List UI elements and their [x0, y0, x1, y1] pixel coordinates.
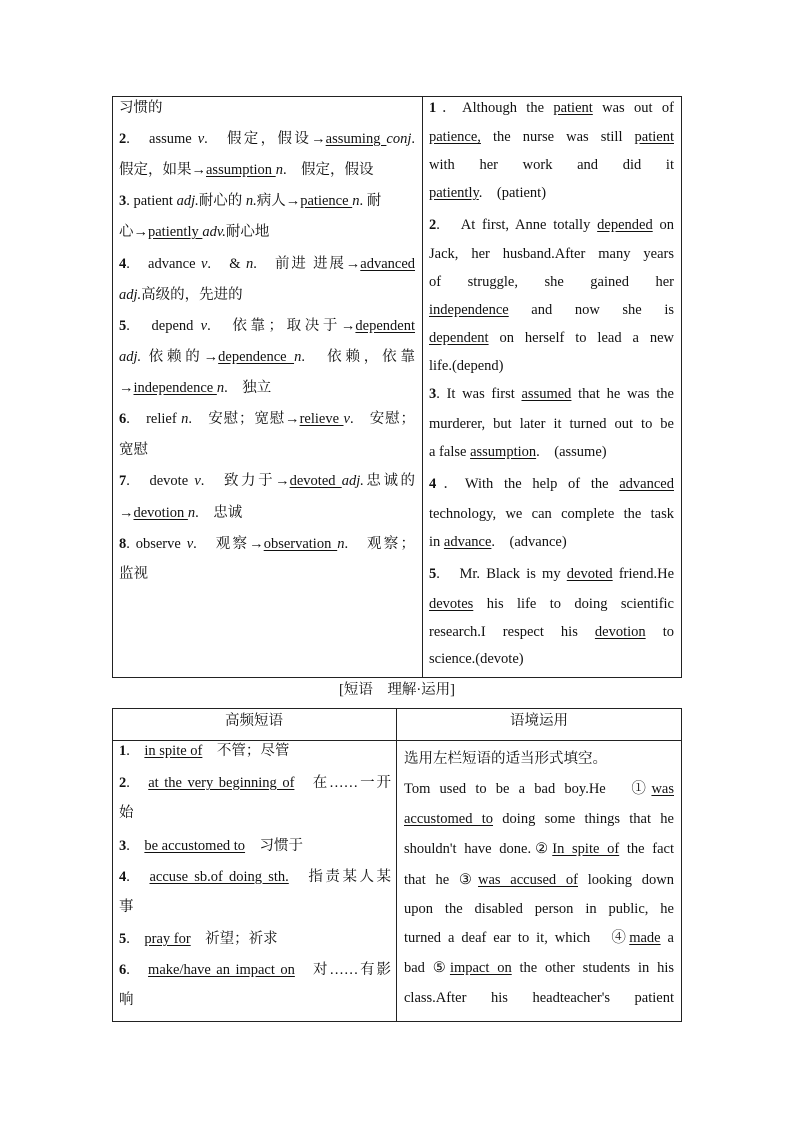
text-segment: v	[200, 256, 208, 272]
answer-blank: assumption	[470, 444, 537, 460]
phrases-left-line	[119, 990, 391, 1010]
text-segment: friend.He	[612, 566, 675, 582]
text-segment: looking down	[578, 872, 674, 888]
text-segment: 忠诚的	[363, 473, 416, 489]
vocab-left-line	[119, 534, 415, 554]
phrases-right-line	[404, 870, 674, 890]
text-segment: adj.	[341, 473, 364, 489]
answer-blank: in spite of	[144, 743, 203, 759]
vocab-right-line	[429, 504, 674, 524]
vocab-right-line	[429, 564, 674, 584]
vocab-left-line	[119, 285, 415, 305]
phrases-left-line	[119, 929, 391, 949]
text-segment: 5	[119, 318, 127, 334]
vocab-right-line	[429, 384, 674, 404]
text-segment: the other students in his	[511, 960, 674, 976]
answer-blank: In spite of	[552, 841, 620, 857]
text-segment: doing some things that he	[493, 811, 674, 827]
answer-blank: relieve	[299, 411, 344, 427]
text-segment: 不管；尽管	[202, 743, 290, 759]
text-segment: . (advance)	[491, 534, 567, 550]
text-segment: 3	[429, 386, 437, 402]
answer-blank: assuming	[325, 131, 387, 147]
vocab-left-line	[119, 409, 415, 429]
vocab-left-line	[119, 160, 415, 180]
text-segment: 宽慰	[119, 442, 148, 458]
text-segment: life.(depend)	[429, 358, 504, 374]
text-segment: 2	[429, 217, 437, 233]
text-segment: 3	[119, 193, 127, 209]
phrases-left-line	[119, 741, 391, 761]
text-segment: ．Although the	[436, 100, 554, 116]
answer-blank: patiently	[429, 185, 479, 201]
text-segment: shouldn't have done.②	[404, 841, 553, 857]
answer-blank: assumption	[206, 162, 276, 178]
text-segment: 选用左栏短语的适当形式填空。	[404, 751, 607, 767]
text-segment: .	[126, 743, 145, 759]
answer-blank: devotes	[429, 596, 474, 612]
phrases-left-line	[119, 836, 391, 856]
text-segment: .	[126, 775, 149, 791]
vocab-left-line	[119, 129, 415, 149]
text-segment: 6	[119, 411, 127, 427]
text-segment: adv.	[202, 224, 226, 240]
text-segment: 始	[119, 805, 134, 821]
phrases-right-line	[404, 839, 674, 859]
text-segment: . 耐	[359, 193, 382, 209]
vocab-right-line	[429, 622, 674, 642]
text-segment: adj.	[119, 349, 142, 365]
text-segment: . relief	[126, 411, 182, 427]
answer-blank: was accused of	[478, 872, 578, 888]
phrases-right-line	[404, 988, 674, 1008]
text-segment: v	[186, 536, 194, 552]
text-segment: 5	[429, 566, 437, 582]
answer-blank: advance	[443, 534, 492, 550]
vocab-right-line	[429, 474, 674, 494]
vocab-right-line	[429, 356, 674, 376]
answer-blank: assumed	[521, 386, 572, 402]
answer-blank: dependent	[429, 330, 489, 346]
section-title: [短语 理解·运用]	[339, 682, 455, 698]
phrases-header-right: 语境运用	[510, 713, 568, 729]
text-segment: n	[352, 193, 360, 209]
text-segment: .	[126, 962, 149, 978]
phrases-right-line	[404, 928, 674, 948]
text-segment: 依赖的→	[141, 349, 219, 365]
text-segment: that he ③	[404, 872, 479, 888]
answer-blank: patient	[634, 129, 674, 145]
vocab-right-line	[429, 532, 674, 552]
vocab-left-line	[119, 254, 415, 274]
text-segment: .	[126, 869, 150, 885]
text-segment: n	[187, 505, 196, 521]
answer-blank: depended	[597, 217, 653, 233]
vocab-right-line	[429, 300, 674, 320]
text-segment: 8	[119, 536, 127, 552]
vocab-left-line	[119, 471, 415, 491]
vocab-left-line	[119, 98, 415, 118]
vocab-left-line	[119, 503, 415, 523]
text-segment: . (assume)	[536, 444, 607, 460]
phrases-left-column	[119, 741, 391, 1019]
answer-blank: dependent	[355, 318, 416, 334]
text-segment: →	[119, 505, 134, 521]
vocab-left-line	[119, 440, 415, 460]
text-segment: a false	[429, 444, 471, 460]
text-segment: . (patient)	[478, 185, 547, 201]
phrases-right-line	[404, 749, 674, 769]
text-segment: 1	[119, 743, 127, 759]
text-segment: class.After his headteacher's patient	[404, 990, 674, 1006]
answer-blank: devoted	[566, 566, 613, 582]
vocab-right-line	[429, 328, 674, 348]
vocab-left-line	[119, 222, 415, 242]
text-segment: n.	[245, 193, 257, 209]
text-segment: 习惯的	[119, 100, 163, 116]
text-segment: 祈望；祈求	[190, 931, 278, 947]
vocab-right-line	[429, 244, 674, 264]
text-segment: n	[294, 349, 302, 365]
text-segment: the fact	[619, 841, 674, 857]
answer-blank: patient	[553, 100, 593, 116]
phrases-right-line	[404, 809, 674, 829]
phrases-right-line	[404, 899, 674, 919]
text-segment: . 假定，假设	[282, 162, 374, 178]
vocab-left-line	[119, 564, 415, 584]
vocab-left-line	[119, 191, 415, 211]
vocab-right-line	[429, 272, 674, 292]
text-segment: 假定，如果→	[119, 162, 206, 178]
text-segment: that he was the	[571, 386, 674, 402]
answer-blank: patience,	[429, 129, 481, 145]
answer-blank: patiently	[148, 224, 203, 240]
answer-blank: dependence	[218, 349, 295, 365]
text-segment: . At first, Anne totally	[436, 217, 598, 233]
phrases-header-left: 高频短语	[225, 713, 283, 729]
text-segment: with her work and did it	[429, 157, 674, 173]
text-segment: turned a deaf ear to it, which ④	[404, 930, 630, 946]
text-segment: upon the disabled person in public, he	[404, 901, 674, 917]
text-segment: . It was first	[436, 386, 522, 402]
text-segment: . 致力于→	[200, 473, 290, 489]
text-segment: 4	[119, 869, 127, 885]
text-segment: 4	[119, 256, 127, 272]
answer-blank: devotion	[594, 624, 646, 640]
text-segment: . 独立	[224, 380, 272, 396]
text-segment: v	[197, 131, 205, 147]
text-segment: 5	[119, 931, 127, 947]
text-segment: 响	[119, 992, 134, 1008]
text-segment: Tom used to be a bad boy.He ①	[404, 781, 652, 797]
answer-blank: devoted	[289, 473, 342, 489]
text-segment: on herself to lead a new	[488, 330, 674, 346]
text-segment: 在……一开	[294, 775, 392, 791]
answer-blank: accuse sb.of doing sth.	[149, 869, 289, 885]
phrases-right-line	[404, 779, 674, 799]
text-segment: 指责某人某	[288, 869, 392, 885]
text-segment: 对……有影	[294, 962, 392, 978]
text-segment: 4	[429, 476, 437, 492]
text-segment: of struggle, she gained her	[429, 274, 674, 290]
text-segment: 心→	[119, 224, 148, 240]
text-segment: . Mr. Black is my	[436, 566, 567, 582]
phrases-table-divider	[396, 708, 397, 1022]
text-segment: bad ⑤	[404, 960, 450, 976]
text-segment: v	[200, 318, 208, 334]
answer-blank: independence	[429, 302, 509, 318]
text-segment: v	[194, 473, 201, 489]
text-segment: conj	[386, 131, 412, 147]
answer-blank: accustomed to	[404, 811, 494, 827]
vocab-right-line	[429, 594, 674, 614]
text-segment: science.(devote)	[429, 651, 524, 667]
text-segment: . 观察；	[344, 536, 416, 552]
text-segment: 耐心地	[225, 224, 270, 240]
answer-blank: independence	[133, 380, 217, 396]
vocab-right-line	[429, 98, 674, 118]
text-segment: a	[660, 930, 674, 946]
vocab-right-line	[429, 215, 674, 235]
text-segment: v	[343, 411, 350, 427]
answer-blank: devotion	[133, 505, 188, 521]
phrases-left-line	[119, 867, 391, 887]
text-segment: n	[337, 536, 345, 552]
text-segment: technology, we can complete the task	[429, 506, 674, 522]
phrases-left-line	[119, 773, 391, 793]
vocab-left-line	[119, 378, 415, 398]
text-segment: . 前进 进展→	[253, 256, 361, 272]
answer-blank: at the very beginning of	[148, 775, 295, 791]
text-segment: . 安慰；宽慰→	[188, 411, 300, 427]
text-segment: 事	[119, 899, 134, 915]
answer-blank: impact on	[449, 960, 512, 976]
text-segment: n	[245, 256, 254, 272]
vocab-right-line	[429, 414, 674, 434]
vocab-left-line	[119, 347, 415, 367]
text-segment: murderer, but later it turned out to be	[429, 416, 674, 432]
answer-blank: make/have an impact on	[148, 962, 295, 978]
text-segment: and now she is	[508, 302, 674, 318]
text-segment: 病人→	[256, 193, 301, 209]
text-segment: research.I respect his	[429, 624, 595, 640]
vocab-right-column	[429, 98, 674, 674]
text-segment: adj.	[176, 193, 199, 209]
text-segment: . 依靠；取决于→	[207, 318, 356, 334]
answer-blank: observation	[263, 536, 338, 552]
text-segment: 1	[429, 100, 437, 116]
text-segment: 监视	[119, 566, 148, 582]
text-segment: 6	[119, 962, 127, 978]
text-segment: .	[126, 931, 145, 947]
text-segment: on	[652, 217, 675, 233]
text-segment: . advance	[126, 256, 201, 272]
answer-blank: advanced	[619, 476, 674, 492]
text-segment: →	[119, 380, 134, 396]
text-segment: 高级的，先进的	[141, 287, 243, 303]
vocab-right-line	[429, 127, 674, 147]
answer-blank: made	[629, 930, 661, 946]
text-segment: . 忠诚	[195, 505, 243, 521]
text-segment: n	[216, 380, 225, 396]
text-segment: in	[429, 534, 444, 550]
answer-blank: was	[651, 781, 674, 797]
text-segment: the nurse was still	[480, 129, 635, 145]
text-segment: n	[275, 162, 283, 178]
phrases-right-line	[404, 958, 674, 978]
vocab-left-column	[119, 98, 415, 674]
text-segment: . patient	[126, 193, 177, 209]
text-segment: . &	[207, 256, 246, 272]
text-segment: 3	[119, 838, 127, 854]
text-segment: . 依赖，依靠	[301, 349, 415, 365]
text-segment: Jack, her husband.After many years	[429, 246, 674, 262]
text-segment: . depend	[126, 318, 201, 334]
vocab-right-line	[429, 183, 674, 203]
vocab-right-line	[429, 155, 674, 175]
answer-blank: pray for	[144, 931, 191, 947]
text-segment: 2	[119, 775, 127, 791]
answer-blank: be accustomed to	[144, 838, 246, 854]
text-segment: 习惯于	[245, 838, 304, 854]
phrases-left-line	[119, 960, 391, 980]
text-segment: . devote	[126, 473, 195, 489]
text-segment: 7	[119, 473, 127, 489]
vocab-right-line	[429, 649, 674, 669]
text-segment: . assume	[126, 131, 198, 147]
text-segment: his life to doing scientific	[473, 596, 674, 612]
phrases-left-line	[119, 897, 391, 917]
text-segment: adj.	[119, 287, 142, 303]
text-segment: . 安慰；	[349, 411, 415, 427]
vocab-right-line	[429, 442, 674, 462]
text-segment: n	[181, 411, 189, 427]
text-segment: . 观察→	[193, 536, 264, 552]
vocab-left-line	[119, 316, 415, 336]
text-segment: . 假定，假设→	[204, 131, 326, 147]
text-segment: 2	[119, 131, 127, 147]
vocab-table-divider	[422, 96, 423, 678]
answer-blank: patience	[300, 193, 353, 209]
text-segment: .	[411, 131, 416, 147]
text-segment: .	[126, 838, 145, 854]
phrases-left-line	[119, 803, 391, 823]
text-segment: . observe	[126, 536, 187, 552]
text-segment: to	[645, 624, 674, 640]
text-segment: ．With the help of the	[436, 476, 620, 492]
text-segment: 耐心的	[198, 193, 246, 209]
phrases-right-column	[404, 741, 674, 1019]
answer-blank: advanced	[360, 256, 416, 272]
text-segment: was out of	[592, 100, 674, 116]
